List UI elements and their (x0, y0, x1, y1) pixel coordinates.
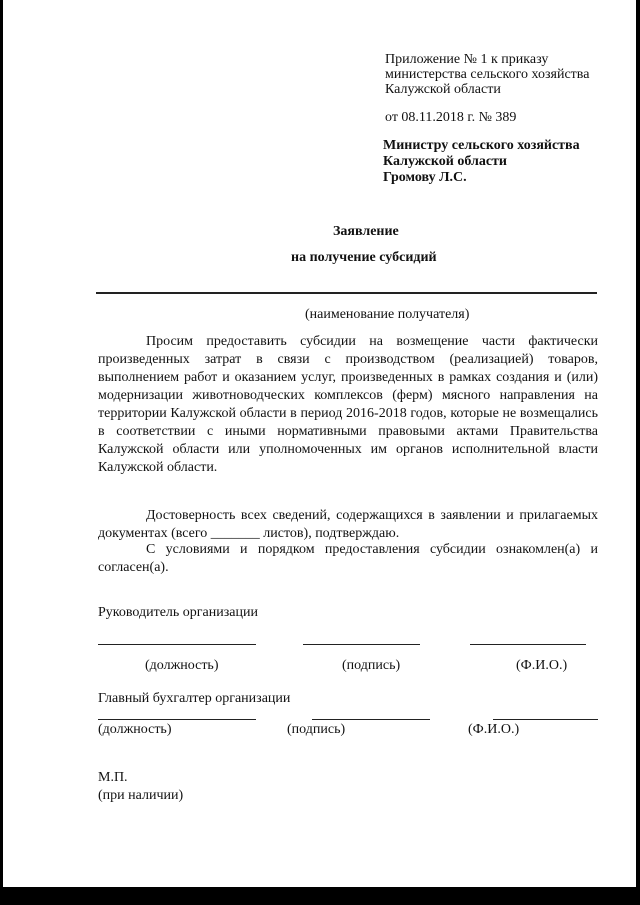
accountant-position-line (98, 719, 256, 720)
head-position-line (98, 644, 256, 645)
scan-border-right (636, 0, 640, 905)
request-line: территории Калужской области в период 2016-2018 годов, которые не возмещались (98, 406, 598, 421)
scan-border-bottom (0, 887, 640, 905)
head-signature-caption: (подпись) (342, 658, 401, 673)
confirmation-line: документах (всего _______ листов), подтверждаю. (98, 526, 400, 541)
appendix-line-3: Калужской области (385, 82, 501, 97)
confirmation-paragraph (98, 507, 598, 543)
consent-paragraph (98, 541, 598, 577)
addressee-line-2: Калужской области (383, 154, 507, 169)
confirmation-line: Достоверность всех сведений, содержащихся в заявлении и прилагаемых (146, 508, 598, 523)
accountant-signature-line (312, 719, 430, 720)
accountant-name-line (493, 719, 598, 720)
request-paragraph (98, 333, 598, 477)
document-subtitle: на получение субсидий (291, 250, 437, 265)
request-line: произведенных затрат в связи с производством (реализацией) товаров, (98, 352, 598, 367)
recipient-name-line (96, 292, 597, 294)
request-line: Калужской области. (98, 460, 218, 475)
appendix-line-2: министерства сельского хозяйства (385, 67, 590, 82)
request-line: в соответствии с иными нормативными правовыми актами Правительства (98, 424, 598, 439)
scan-border-left (0, 0, 3, 905)
stamp-note: (при наличии) (98, 788, 184, 803)
stamp-place-label: М.П. (98, 770, 128, 785)
chief-accountant-label: Главный бухгалтер организации (98, 691, 291, 706)
head-position-caption: (должность) (145, 658, 219, 673)
consent-line: С условиями и порядком предоставления субсидии ознакомлен(а) и (146, 542, 598, 557)
request-line: Просим предоставить субсидии на возмещение части фактически (146, 334, 598, 349)
recipient-caption: (наименование получателя) (305, 307, 470, 322)
addressee-line-1: Министру сельского хозяйства (383, 138, 580, 153)
appendix-order-date: от 08.11.2018 г. № 389 (385, 110, 517, 125)
accountant-position-caption: (должность) (98, 722, 172, 737)
accountant-signature-caption: (подпись) (287, 722, 346, 737)
head-name-line (470, 644, 586, 645)
head-signature-line (303, 644, 420, 645)
appendix-line-1: Приложение № 1 к приказу (385, 52, 549, 67)
accountant-name-caption: (Ф.И.О.) (468, 722, 520, 737)
head-name-caption: (Ф.И.О.) (516, 658, 568, 673)
request-line: выполнением работ и оказанием услуг, произведенных в рамках создания и (или) (98, 370, 598, 385)
request-line: Калужской области или уполномоченных им органов исполнительной власти (98, 442, 598, 457)
request-line: модернизации животноводческих комплексов (ферм) мясного направления на (98, 388, 598, 403)
addressee-line-3: Громову Л.С. (383, 170, 467, 185)
document-title: Заявление (333, 224, 399, 239)
head-of-organization-label: Руководитель организации (98, 605, 258, 620)
consent-line: согласен(а). (98, 560, 169, 575)
